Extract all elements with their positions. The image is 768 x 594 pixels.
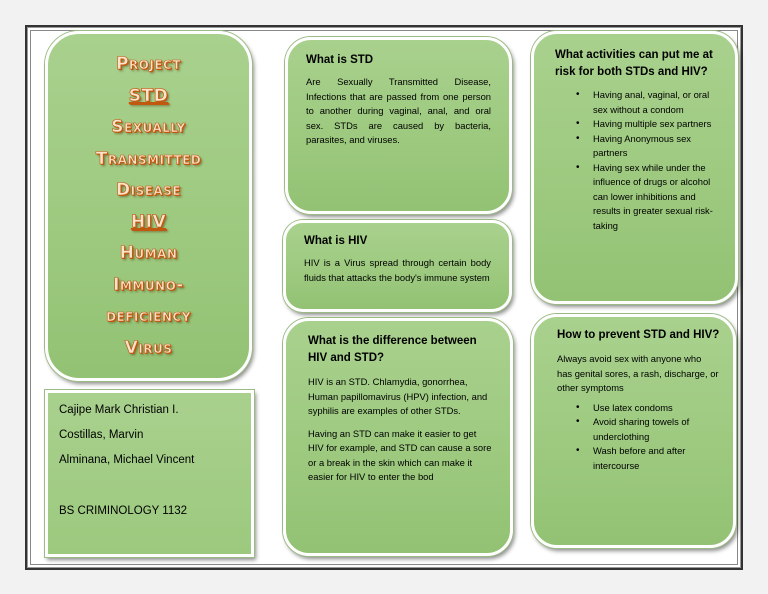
title-line-disease: Disease — [115, 180, 182, 200]
title-line-human: Human — [119, 243, 178, 263]
author-name: Costillas, Marvin — [59, 429, 144, 441]
bullet-icon: • — [576, 161, 580, 173]
prevention-intro: Always avoid sex with anyone who has genital sores, a rash, discharge, or other symptoms — [557, 353, 719, 393]
list-item-text: Having multiple sex partners — [593, 118, 712, 129]
list-item — [576, 161, 725, 234]
course-label: BS CRIMINOLOGY 1132 — [59, 505, 188, 517]
title-line-std: STD — [128, 85, 169, 106]
title-line-transmitted: Transmitted — [95, 148, 202, 169]
title-line-immuno: Immuno- — [113, 274, 184, 295]
bullet-icon: • — [576, 416, 580, 427]
difference-card — [283, 318, 513, 556]
bullet-icon: • — [576, 445, 580, 456]
prevention-list — [557, 401, 725, 474]
title-line-virus: Virus — [124, 337, 173, 358]
what-is-std-body: Are Sexually Transmitted Disease, Infections that are passed from one person to another during vaginal, anal, and oral sex. STDs are caused by bacteria, parasites, and viruses. — [306, 76, 491, 145]
difference-paragraph-2: Having an STD can make it easier to get HIV for example, and STD can cause a sore or a break in the skin which can make it easier for HIV to enter the bod — [308, 427, 492, 482]
title-line-project: Project — [115, 54, 182, 74]
bullet-icon: • — [576, 401, 580, 413]
difference-paragraph-1: HIV is an STD. Chlamydia, gonorrhea, Human papillomavirus (HPV) infection, and syphilis are examples of other STDs. — [308, 376, 488, 416]
what-is-std-heading: What is STD — [306, 54, 374, 66]
title-line-deficiency: deficiency — [106, 306, 191, 326]
list-item-text: Use latex condoms — [593, 401, 673, 413]
difference-heading: What is the difference between HIV and STD? — [308, 335, 477, 364]
list-item — [576, 88, 725, 117]
what-is-hiv-heading: What is HIV — [304, 235, 368, 247]
list-item-text: Having anal, vaginal, or oral sex without a condom — [593, 89, 710, 115]
list-item — [576, 132, 725, 161]
list-item-text: Wash before and after intercourse — [593, 445, 686, 471]
risk-activities-heading: What activities can put me at risk for both STDs and HIV? — [555, 49, 713, 78]
what-is-hiv-body: HIV is a Virus spread through certain body fluids that attacks the body's immune system — [304, 257, 491, 283]
author-name: Cajipe Mark Christian I. — [59, 404, 179, 416]
bullet-icon: • — [576, 132, 580, 144]
bullet-icon: • — [576, 118, 580, 129]
authors-box — [45, 390, 254, 557]
prevention-heading: How to prevent STD and HIV? — [557, 329, 720, 341]
list-item-text: Having Anonymous sex partners — [593, 132, 691, 158]
list-item — [576, 415, 725, 444]
title-line-hiv: HIV — [130, 211, 167, 232]
bullet-icon: • — [576, 89, 580, 100]
prevention-card — [531, 314, 736, 548]
list-item-text: Avoid sharing towels of underclothing — [593, 416, 690, 442]
title-card — [45, 31, 252, 381]
list-item — [576, 401, 725, 416]
author-name: Alminana, Michael Vincent — [59, 454, 195, 466]
what-is-std-card — [285, 37, 512, 214]
risk-activities-list — [555, 88, 725, 233]
what-is-hiv-card — [283, 220, 512, 312]
list-item-text: Having sex while under the influence of drugs or alcohol can lower inhibitions and results in greater sexual risk-taking — [593, 161, 713, 231]
list-item — [576, 444, 725, 473]
risk-activities-card — [531, 31, 738, 304]
title-line-sexually: Sexually — [111, 117, 186, 137]
list-item — [576, 117, 725, 132]
